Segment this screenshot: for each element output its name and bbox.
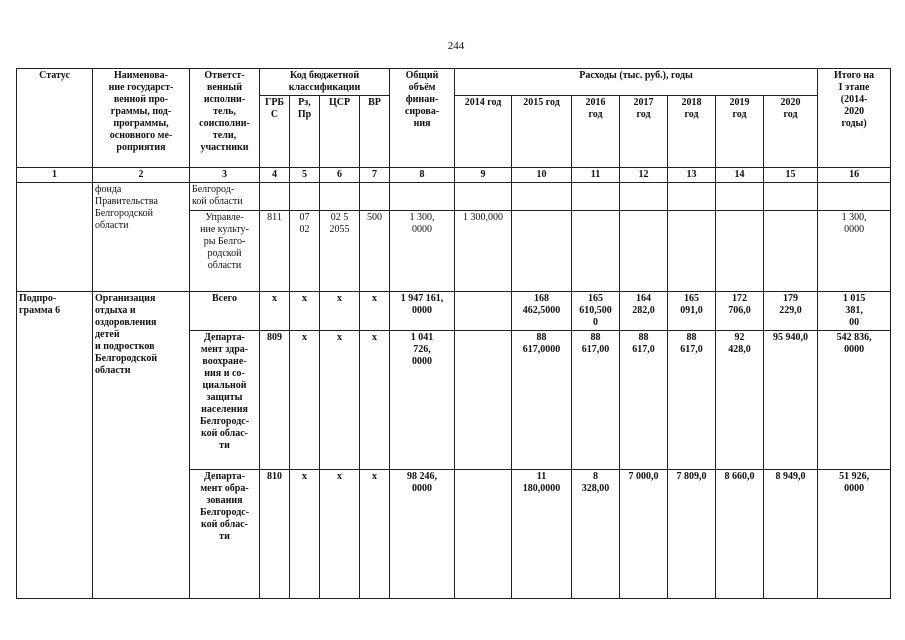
responsible-cell: Департа- мент обра- зования Белгородс- кой облас- ти [190, 470, 260, 599]
vr-cell: х [360, 470, 390, 599]
responsible-cell: Всего [190, 292, 260, 331]
column-number: 16 [818, 168, 891, 183]
year-2014-cell [455, 292, 512, 331]
budget-table [16, 68, 891, 599]
year-2020-cell: 179 229,0 [764, 292, 818, 331]
status-cell: Подпро- грамма 6 [17, 292, 93, 599]
column-number: 4 [260, 168, 290, 183]
stage-total-cell [818, 183, 891, 211]
year-2017-cell: 164 282,0 [620, 292, 668, 331]
column-number: 14 [716, 168, 764, 183]
year-2018-cell [668, 211, 716, 292]
year-2015-cell: 11 180,0000 [512, 470, 572, 599]
year-2015-cell: 88 617,0000 [512, 331, 572, 470]
col-header-2016: 2016 год [572, 96, 620, 168]
total-cell: 1 300, 0000 [390, 211, 455, 292]
col-header-2017: 2017 год [620, 96, 668, 168]
column-number: 7 [360, 168, 390, 183]
year-2019-cell: 172 706,0 [716, 292, 764, 331]
header-row [17, 69, 891, 96]
year-cell [455, 183, 512, 211]
csr-cell: 02 5 2055 [320, 211, 360, 292]
year-2016-cell: 8 328,00 [572, 470, 620, 599]
responsible-cell: Управле- ние культу- ры Белго- родской области [190, 211, 260, 292]
col-header-stage-total: Итого на I этапе (2014- 2020 годы) [818, 69, 891, 168]
year-cell [716, 183, 764, 211]
year-2020-cell [764, 211, 818, 292]
year-2016-cell: 165 610,500 0 [572, 292, 620, 331]
csr-cell: х [320, 331, 360, 470]
page-number: 244 [447, 40, 465, 52]
vr-cell: 500 [360, 211, 390, 292]
year-2017-cell [620, 211, 668, 292]
year-cell [620, 183, 668, 211]
total-cell: 1 947 161, 0000 [390, 292, 455, 331]
col-header-csr: ЦСР [320, 96, 360, 168]
year-2020-cell: 95 940,0 [764, 331, 818, 470]
year-cell [512, 183, 572, 211]
column-number: 15 [764, 168, 818, 183]
year-2015-cell: 168 462,5000 [512, 292, 572, 331]
col-header-grbs: ГРБ С [260, 96, 290, 168]
col-header-responsible: Ответст- венный исполни- тель, соисполни- тели, участники [190, 69, 260, 168]
col-header-name: Наименова- ние государст- венной про- граммы, под- программы, основного ме- роприятия [93, 69, 190, 168]
grbs-cell: 810 [260, 470, 290, 599]
name-cell: Организация отдыха и оздоровления детей и подростков Белгородской области [93, 292, 190, 599]
column-number: 13 [668, 168, 716, 183]
rzpr-cell: х [290, 470, 320, 599]
responsible-cell: Белгород- кой области [190, 183, 260, 211]
year-cell [572, 183, 620, 211]
col-header-2019: 2019 год [716, 96, 764, 168]
table-row-continued [17, 183, 891, 211]
year-2014-cell: 1 300,000 [455, 211, 512, 292]
year-2015-cell [512, 211, 572, 292]
table-row-subprogram-total [17, 292, 891, 331]
column-number: 10 [512, 168, 572, 183]
rzpr-cell: х [290, 292, 320, 331]
rzpr-cell: 07 02 [290, 211, 320, 292]
year-2019-cell [716, 211, 764, 292]
col-header-rzpr: Рз, Пр [290, 96, 320, 168]
stage-total-cell: 1 300, 0000 [818, 211, 891, 292]
col-header-status: Статус [17, 69, 93, 168]
total-cell [390, 183, 455, 211]
stage-total-cell: 542 836, 0000 [818, 331, 891, 470]
vr-cell: х [360, 292, 390, 331]
column-number: 5 [290, 168, 320, 183]
name-cell: фонда Правительства Белгородской области [93, 183, 190, 292]
status-cell [17, 183, 93, 292]
column-number: 3 [190, 168, 260, 183]
year-2019-cell: 92 428,0 [716, 331, 764, 470]
rzpr-cell [290, 183, 320, 211]
year-2019-cell: 8 660,0 [716, 470, 764, 599]
col-header-expenses: Расходы (тыс. руб.), годы [455, 69, 818, 96]
total-cell: 98 246, 0000 [390, 470, 455, 599]
csr-cell [320, 183, 360, 211]
responsible-cell: Департа- мент здра- воохране- ния и со- циальной защиты населения Белгородс- кой облас- ти [190, 331, 260, 470]
year-2018-cell: 88 617,0 [668, 331, 716, 470]
column-number: 12 [620, 168, 668, 183]
column-number: 6 [320, 168, 360, 183]
col-header-2020: 2020 год [764, 96, 818, 168]
col-header-total-volume: Общий объём финан- сирова- ния [390, 69, 455, 168]
stage-total-cell: 1 015 381, 00 [818, 292, 891, 331]
csr-cell: х [320, 470, 360, 599]
year-2014-cell [455, 470, 512, 599]
vr-cell: х [360, 331, 390, 470]
column-number-row [17, 168, 891, 183]
year-2014-cell [455, 331, 512, 470]
grbs-cell: х [260, 292, 290, 331]
stage-total-cell: 51 926, 0000 [818, 470, 891, 599]
year-cell [764, 183, 818, 211]
col-header-2015: 2015 год [512, 96, 572, 168]
grbs-cell: 809 [260, 331, 290, 470]
column-number: 11 [572, 168, 620, 183]
year-2016-cell: 88 617,00 [572, 331, 620, 470]
column-number: 9 [455, 168, 512, 183]
column-number: 1 [17, 168, 93, 183]
col-header-2018: 2018 год [668, 96, 716, 168]
column-number: 2 [93, 168, 190, 183]
year-cell [668, 183, 716, 211]
col-header-vr: ВР [360, 96, 390, 168]
total-cell: 1 041 726, 0000 [390, 331, 455, 470]
vr-cell [360, 183, 390, 211]
grbs-cell: 811 [260, 211, 290, 292]
col-header-2014: 2014 год [455, 96, 512, 168]
grbs-cell [260, 183, 290, 211]
year-2017-cell: 7 000,0 [620, 470, 668, 599]
year-2018-cell: 165 091,0 [668, 292, 716, 331]
year-2020-cell: 8 949,0 [764, 470, 818, 599]
year-2018-cell: 7 809,0 [668, 470, 716, 599]
column-number: 8 [390, 168, 455, 183]
col-header-budget-code: Код бюджетной классификации [260, 69, 390, 96]
csr-cell: х [320, 292, 360, 331]
rzpr-cell: х [290, 331, 320, 470]
year-2016-cell [572, 211, 620, 292]
year-2017-cell: 88 617,0 [620, 331, 668, 470]
